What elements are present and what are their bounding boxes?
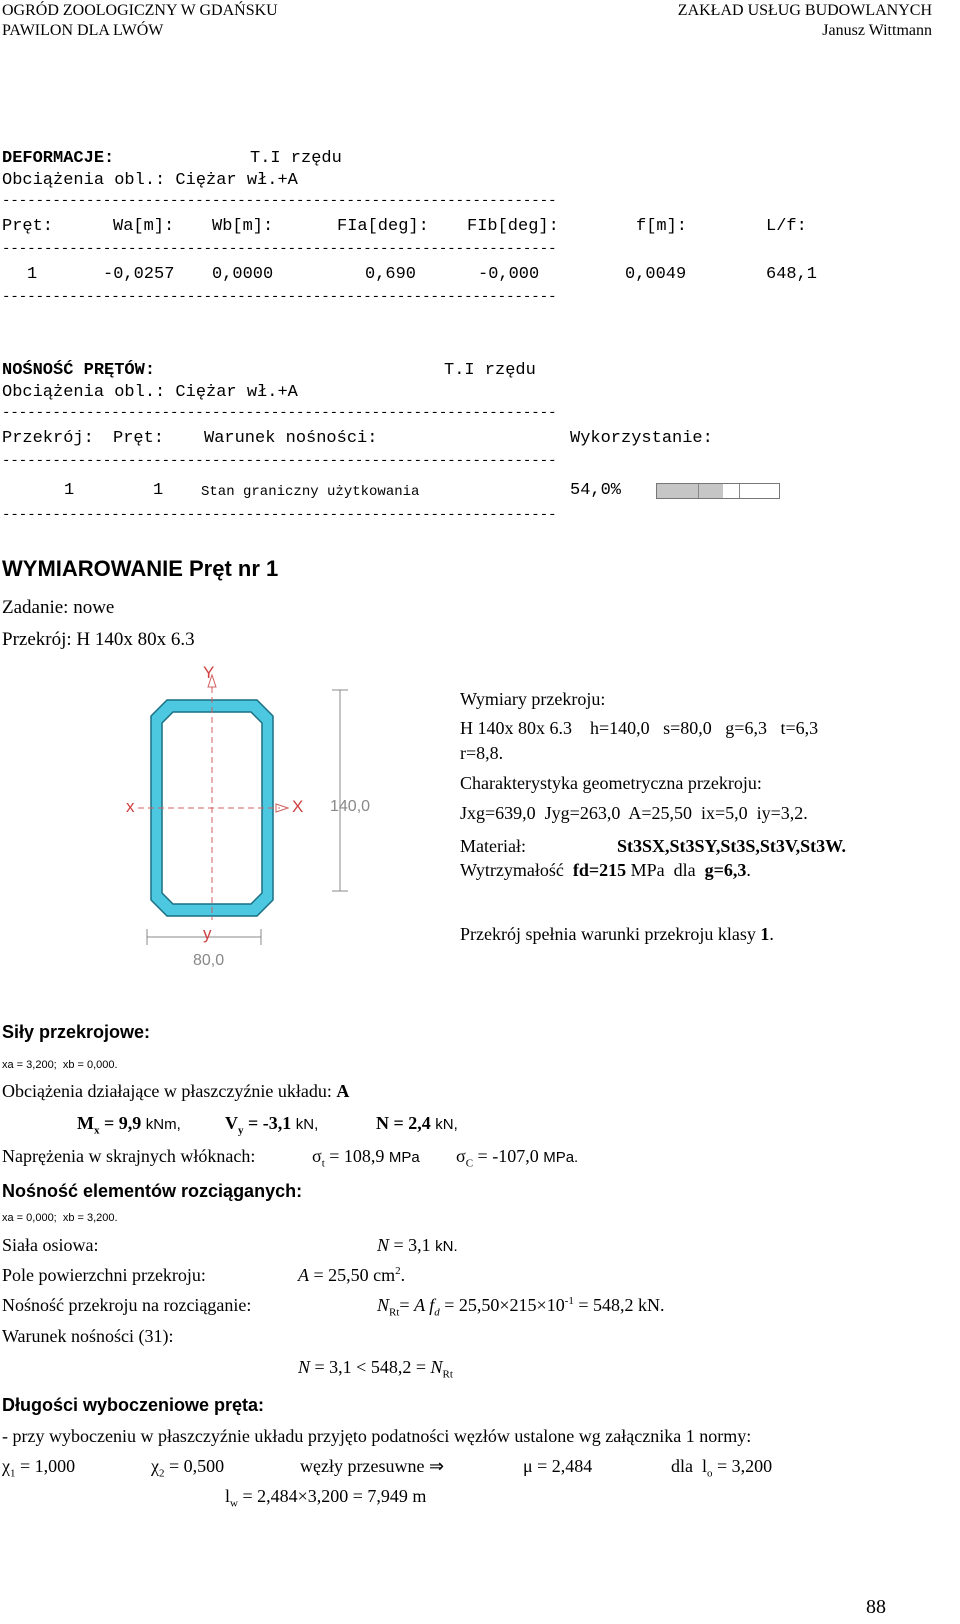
deform-col-fia: FIa[deg]: [337,217,429,236]
shear-sub: y [238,1124,244,1137]
divider: ------------------------------------------------------------------ [2,507,557,523]
sub-Rt: Rt [442,1368,453,1381]
rozciag-value-2 [298,1265,405,1286]
cross-section-drawing [110,665,390,985]
nosnosc-title: NOŚNOŚĆ PRĘTÓW: [2,361,156,380]
strength-fd: fd=215 [572,860,627,880]
deform-cell-wa: -0,0257 [103,265,175,284]
moment-number: = 9,9 [104,1113,142,1133]
sily-plane-line [2,1081,349,1102]
wezly-text [300,1456,444,1477]
utilization-bar-divider [698,484,699,498]
strength-line: Wytrzymałość fd=215 MPa dla g=6,3. [460,860,751,880]
lw-sub: w [230,1497,238,1510]
shear-symbol: V [225,1113,238,1133]
rozciag-label-2: Pole powierzchni przekroju: [2,1265,206,1285]
axis-label-X: X [292,797,304,816]
deform-cell-fib: -0,000 [478,265,540,284]
lo-sub: o [707,1467,713,1480]
formula-expr: = 25,50×215×10 [439,1295,565,1315]
stress-tension [312,1146,420,1170]
lw-symbol: l [225,1486,231,1506]
zadanie-text: Zadanie: nowe [2,597,115,618]
sily-title: Siły przekrojowe: [2,1022,151,1042]
symbol-N: N [377,1295,390,1315]
material-grades: St3SX,St3SY,St3S,St3V,St3W [617,836,842,856]
chi2-number: = 0,500 [164,1456,225,1476]
nosnosc-col-warunek: Warunek nośności: [204,429,378,448]
shear-unit: kN, [295,1116,319,1133]
formula-result: = 548,2 kN. [573,1295,665,1315]
sigma-icon: σ [312,1146,322,1166]
rozciag-title: Nośność elementów rozciąganych: [2,1181,303,1201]
axis-label-x: x [126,797,135,816]
klasa-text: Przekrój spełnia warunki przekroju klasy [460,924,756,944]
symbol-N: N [298,1357,311,1377]
sigma-c-sub: C [465,1157,474,1170]
mu-value [523,1456,592,1477]
deform-cell-fia: 0,690 [365,265,417,284]
sigma-t-sub: t [321,1157,325,1170]
wezly-label: węzły przesuwne [300,1456,425,1476]
axis-x-arrow-icon [276,804,288,812]
wymiary-r: r=8,8. [460,743,504,763]
sigma-icon: σ [456,1146,466,1166]
chi-icon: χ [151,1456,159,1476]
stress-compression [456,1146,578,1170]
header-left-line1: OGRÓD ZOOLOGICZNY W GDAŃSKU [2,2,278,19]
sily-plane-value: A [336,1081,350,1101]
header-left-line2: PAWILON DLA LWÓW [2,22,164,39]
nosnosc-cell-pret: 1 [153,481,164,500]
nosnosc-load: Obciążenia obl.: Ciężar wł.+A [2,383,298,402]
divider: ------------------------------------------------------------------ [2,453,557,469]
strength-mpa-dla: MPa dla [630,860,696,880]
deform-col-pret: Pręt: [2,217,54,236]
deform-cell-wb: 0,0000 [212,265,274,284]
klasa-number: 1 [760,924,770,944]
formula-af: A f [414,1295,435,1315]
symbol-N: N [430,1357,443,1377]
equals: = [399,1295,415,1315]
nosnosc-col-pret: Pręt: [113,429,165,448]
shear-value [225,1113,318,1137]
strength-g: g=6,3 [704,860,747,880]
rozciag-label-3: Nośność przekroju na rozciąganie: [2,1295,252,1315]
sily-xa: xa = 3,200; xb = 0,000. [2,1059,118,1071]
nosnosc-col-wykorzystanie: Wykorzystanie: [570,429,713,448]
dlugosci-line: - przy wyboczeniu w płaszczyźnie układu przyjęto podatności węzłów ustalone wg załącznika 1 normy: [2,1426,752,1446]
symbol-N: N [377,1235,390,1255]
value-N: = 3,1 [389,1235,436,1255]
unit-kN: kN. [435,1238,458,1255]
moment-symbol: M [77,1113,94,1133]
moment-sub: x [94,1124,100,1137]
utilization-bar-fill [657,484,723,498]
lo-value [671,1456,772,1480]
dlugosci-title: Długości wyboczeniowe pręta: [2,1395,265,1415]
wymiary-dims: H 140x 80x 6.3 h=140,0 s=80,0 g=6,3 t=6,3 [460,718,819,738]
rozciag-xa: xa = 0,000; xb = 3,200. [2,1212,118,1224]
nosnosc-cell-warunek: Stan graniczny użytkowania [201,484,420,500]
lw-value [225,1486,426,1510]
divider: ------------------------------------------------------------------ [2,241,557,257]
chi2-sub: 2 [159,1467,165,1480]
header-right-line2: Janusz Wittmann [822,22,932,39]
deform-col-wb: Wb[m]: [212,217,274,236]
deform-col-fib: FIb[deg]: [467,217,559,236]
rozciag-condition [298,1357,453,1381]
header-right-line1: ZAKŁAD USŁUG BUDOWLANYCH [677,2,932,19]
deform-cell-f: 0,0049 [625,265,687,284]
material-label: Materiał: [460,836,526,856]
deform-col-lf: L/f: [766,217,807,236]
axial-value [376,1113,458,1134]
deform-cell-pret: 1 [27,265,38,284]
nosnosc-order: T.I rzędu [444,361,536,380]
sigma-t-unit: MPa [388,1149,420,1166]
value-A: = 25,50 cm [309,1265,396,1285]
axis-label-Y: Y [203,663,215,682]
nosnosc-cell-przekroj: 1 [64,481,75,500]
dimension-height-label: 140,0 [330,798,371,815]
implies-arrow-icon: ⇒ [428,1456,445,1476]
period: . [400,1265,406,1285]
unit-sup: 2 [395,1265,401,1277]
symbol-A: A [298,1265,309,1285]
nosnosc-cell-wykorzystanie: 54,0% [570,481,622,500]
exponent: -1 [564,1295,574,1307]
sigma-c-value: = -107,0 [477,1146,539,1166]
axis-label-y: y [203,924,212,943]
wymiarowanie-title: WYMIAROWANIE Pręt nr 1 [2,556,279,581]
sigma-t-value: = 108,9 [329,1146,385,1166]
rozciag-label-4: Warunek nośności (31): [2,1326,174,1346]
sily-plane-text: Obciążenia działające w płaszczyźnie układu: [2,1081,332,1101]
page-number: 88 [866,1596,886,1618]
rozciag-label-1: Siała osiowa: [2,1235,99,1255]
rozciag-value-1 [377,1235,458,1256]
axial-number: N = 2,4 [376,1113,431,1133]
divider: ------------------------------------------------------------------ [2,193,557,209]
moment-value [77,1113,181,1137]
deform-col-wa: Wa[m]: [113,217,175,236]
chi1-sub: 1 [10,1467,16,1480]
utilization-bar-divider [739,484,740,498]
deformacje-load: Obciążenia obl.: Ciężar wł.+A [2,171,298,190]
axial-unit: kN, [435,1116,458,1133]
utilization-bar [656,483,780,499]
mu-icon: μ [523,1456,533,1476]
condition-expr: = 3,1 < 548,2 = [310,1357,431,1377]
mu-number: = 2,484 [532,1456,593,1476]
lo-number: = 3,200 [712,1456,773,1476]
przekroj-text: Przekrój: H 140x 80x 6.3 [2,629,195,650]
chi2-value [151,1456,224,1480]
klasa-line: Przekrój spełnia warunki przekroju klasy 1. [460,924,774,944]
geo-title: Charakterystyka geometryczna przekroju: [460,773,762,793]
geo-values: Jxg=639,0 Jyg=263,0 A=25,50 ix=5,0 iy=3,2. [460,803,808,823]
divider: ------------------------------------------------------------------ [2,405,557,421]
strength-label: Wytrzymałość [460,860,564,880]
nosnosc-col-przekroj: Przekrój: [2,429,94,448]
stress-label: Naprężenia w skrajnych włóknach: [2,1146,256,1166]
sigma-c-unit: MPa. [543,1149,579,1166]
shear-number: = -3,1 [248,1113,292,1133]
deformacje-title: DEFORMACJE: [2,149,115,168]
lw-number: = 2,484×3,200 = 7,949 m [237,1486,427,1506]
moment-unit: kNm, [145,1116,181,1133]
chi1-number: = 1,000 [15,1456,76,1476]
chi1-value [2,1456,75,1480]
lo-label: dla l [671,1456,707,1476]
deform-cell-lf: 648,1 [766,265,818,284]
wymiary-title: Wymiary przekroju: [460,689,606,709]
sub-Rt: Rt [389,1306,400,1319]
divider: ------------------------------------------------------------------ [2,289,557,305]
deformacje-order: T.I rzędu [250,149,342,168]
material-value: St3SX,St3SY,St3S,St3V,St3W. [617,836,846,856]
chi-icon: χ [2,1456,10,1476]
dimension-width-label: 80,0 [193,952,225,969]
deform-col-f: f[m]: [636,217,688,236]
rozciag-value-3 [377,1295,665,1319]
sub-d: d [434,1306,440,1319]
